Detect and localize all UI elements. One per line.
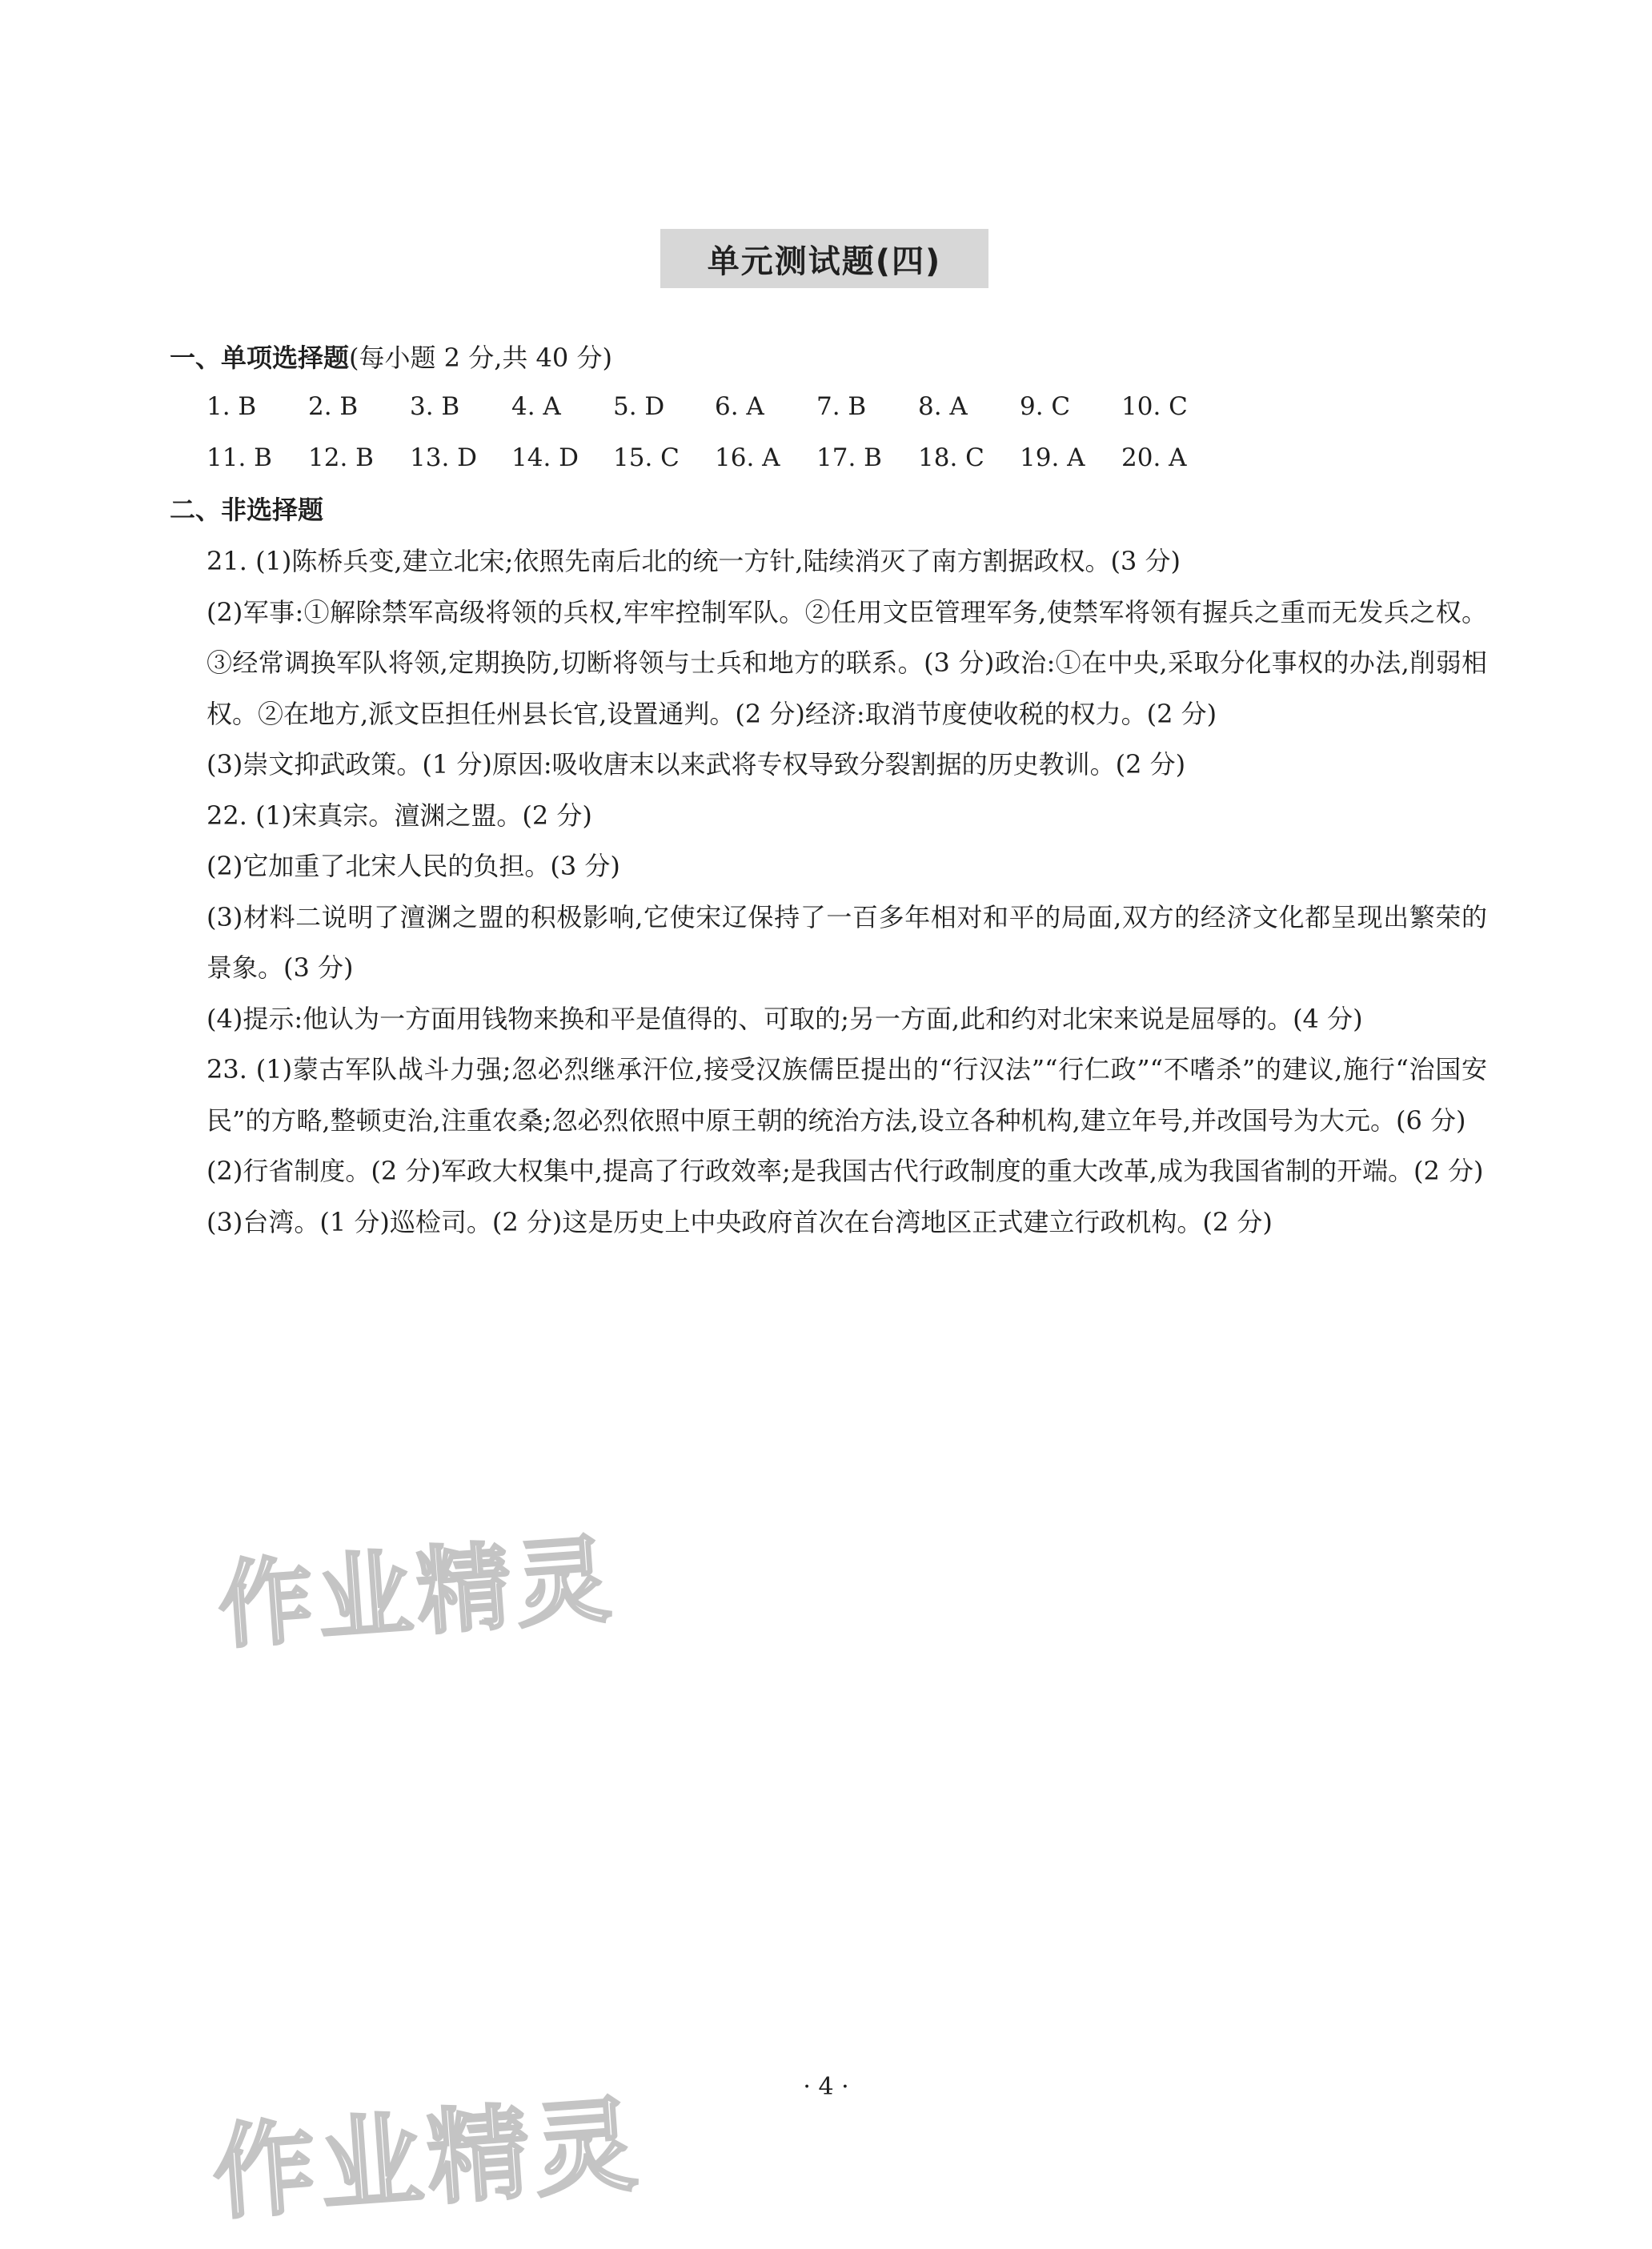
answer-item: 2. B <box>308 392 359 421</box>
section-heading-nonchoice <box>170 490 323 527</box>
answer-item: 1. B <box>206 392 257 421</box>
answer-paragraph: (3)崇文抑武政策。(1 分)原因:吸收唐末以来武将专权导致分裂割据的历史教训。(2 分) <box>206 749 1186 780</box>
answer-item: 11. B <box>206 443 272 472</box>
answer-item: 9. C <box>1020 392 1071 421</box>
answer-item: 19. A <box>1020 443 1085 472</box>
section-label: 一、单项选择题 <box>170 343 350 373</box>
answer-item: 20. A <box>1121 443 1187 472</box>
watermark: 作业精灵 <box>209 2085 646 2235</box>
answer-body <box>206 536 1487 1248</box>
watermark: 作业精灵 <box>215 1523 619 1662</box>
section-heading-choice <box>170 338 612 375</box>
answer-item: 16. A <box>715 443 780 472</box>
page-number: · 4 · <box>803 2073 849 2101</box>
answer-item: 18. C <box>918 443 984 472</box>
answer-item: 7. B <box>816 392 867 421</box>
answer-item: 8. A <box>918 392 968 421</box>
answer-item: 3. B <box>410 392 460 421</box>
answer-item: 15. C <box>613 443 680 472</box>
answer-paragraph: (3)材料二说明了澶渊之盟的积极影响,它使宋辽保持了一百多年相对和平的局面,双方的经济文化都呈现出繁荣的景象。(3 分) <box>206 901 1487 983</box>
answer-paragraph: 22. (1)宋真宗。澶渊之盟。(2 分) <box>206 800 592 831</box>
answer-paragraph: (3)台湾。(1 分)巡检司。(2 分)这是历史上中央政府首次在台湾地区正式建立行政机构。(2 分) <box>206 1206 1273 1237</box>
answer-item: 10. C <box>1121 392 1188 421</box>
answer-paragraph: (2)行省制度。(2 分)军政大权集中,提高了行政效率;是我国古代行政制度的重大改革,成为我国省制的开端。(2 分) <box>206 1156 1484 1186</box>
section-label: 二、非选择题 <box>170 495 324 525</box>
answer-paragraph: (4)提示:他认为一方面用钱物来换和平是值得的、可取的;另一方面,此和约对北宋来说是屈辱的。(4 分) <box>206 1003 1363 1034</box>
answer-item: 5. D <box>613 392 665 421</box>
answer-item: 17. B <box>816 443 882 472</box>
answer-item: 14. D <box>511 443 579 472</box>
answer-item: 12. B <box>308 443 374 472</box>
section-note: (每小题 2 分,共 40 分) <box>349 343 612 373</box>
answer-paragraph: (2)军事:①解除禁军高级将领的兵权,牢牢控制军队。②任用文臣管理军务,使禁军将领有握兵之重而无发兵之权。③经常调换军队将领,定期换防,切断将领与士兵和地方的联系。(3 分)政治:①在中央,采取分化事权的办法,削弱相权。②在地方,派文臣担任州县长官,设置通判。(2 分)经济:取消节度使收税的权力。(2 分) <box>206 596 1487 729</box>
answer-item: 13. D <box>410 443 478 472</box>
answer-paragraph: (2)它加重了北宋人民的负担。(3 分) <box>206 851 620 881</box>
answer-paragraph: 23. (1)蒙古军队战斗力强;忽必烈继承汗位,接受汉族儒臣提出的“行汉法”“行仁政”“不嗜杀”的建议,施行“治国安民”的方略,整顿吏治,注重农桑;忽必烈依照中原王朝的统治方法,设立各种机构,建立年号,并改国号为大元。(6 分) <box>206 1054 1487 1136</box>
answer-paragraph: 21. (1)陈桥兵变,建立北宋;依照先南后北的统一方针,陆续消灭了南方割据政权。(3 分) <box>206 546 1181 576</box>
answer-item: 6. A <box>715 392 764 421</box>
page-title: 单元测试题(四) <box>660 229 988 288</box>
answer-item: 4. A <box>511 392 561 421</box>
